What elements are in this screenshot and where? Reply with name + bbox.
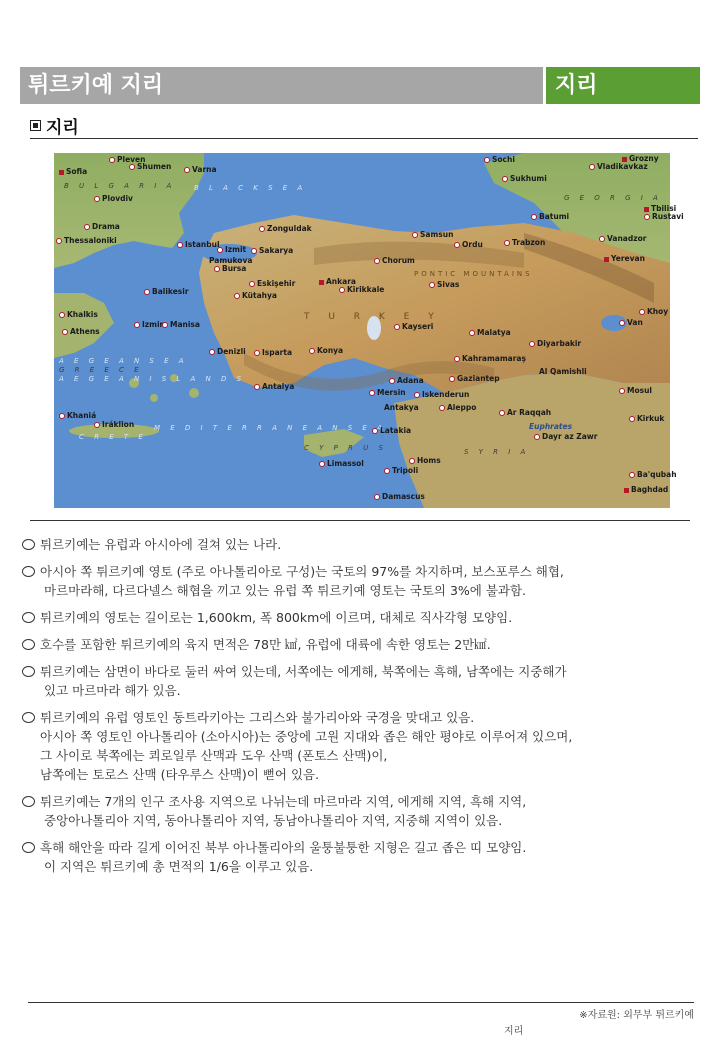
map-city: Zonguldak [259,225,312,233]
map-city: Adana [389,377,424,385]
map-city: Mersin [369,389,406,397]
list-item [22,608,702,627]
map-city: Sukhumi [502,175,547,183]
bullet-text: 아시아 쪽 영토인 아나톨리아 (소아시아)는 중앙에 고원 지대와 좁은 해안 평야로 이루어져 있으며, [40,729,573,744]
map-city: Antalya [254,383,294,391]
list-item [22,662,702,700]
map-city: Athens [62,328,100,336]
bullet-text: 아시아 쪽 튀르키예 영토 (주로 아나톨리아로 구성)는 국토의 97%를 차지하며, 보스포루스 해협, [40,564,564,579]
list-item [22,708,702,784]
map-city: Bursa [214,265,246,273]
map-city: Ordu [454,241,483,249]
bullet-text: 튀르키예는 7개의 인구 조사용 지역으로 나뉘는데 마르마라 지역, 에게해 지역, 흑해 지역, [40,794,527,809]
circle-bullet-icon [22,712,35,723]
map-city: Iráklion [94,421,134,429]
map-label-turkey: T U R K E Y [304,312,442,322]
turkey-physical-map [54,153,684,508]
map-city: Sivas [429,281,459,289]
map-city: Thessaloniki [56,237,117,245]
map-city: Kütahya [234,292,277,300]
map-city: Kirkuk [629,415,664,423]
map-city: Kirikkale [339,286,384,294]
map-city: Tbilisi [644,205,676,213]
map-city: Iskenderun [414,391,469,399]
category-tag: 지리 [546,67,700,104]
map-city: Pleven [109,156,145,164]
map-city: Al Qamishli [539,367,587,376]
circle-bullet-icon [22,842,35,853]
map-city: Ar Raqqah [499,409,551,417]
square-bullet-icon [30,120,41,131]
bullet-text: 그 사이로 북쪽에는 쾨로일루 산맥과 도우 산맥 (폰토스 산맥)이, [40,748,388,763]
map-city: Homs [409,457,441,465]
map-city: Tripoli [384,467,418,475]
map-city: Samsun [412,231,453,239]
bullet-text: 남쪽에는 토로스 산맥 (타우루스 산맥)이 뻗어 있음. [40,767,320,782]
map-city: Pamukova [209,256,253,265]
map-city: Izmit [217,246,246,254]
map-city: Balikesir [144,288,189,296]
map-label-aegean-sea: A E G E A N S E A [59,357,188,365]
map-city: Shumen [129,163,171,171]
map-label-black-sea: B L A C K S E A [194,184,307,192]
page-title: 튀르키예 지리 [20,67,543,104]
bullet-text: 튀르키예의 유럽 영토인 동트라키아는 그리스와 불가리아와 국경을 맞대고 있음. [40,710,475,725]
page-header [20,67,700,104]
map-label-greece: G R E E C E [59,366,143,374]
circle-bullet-icon [22,539,35,550]
map-city: Aleppo [439,404,476,412]
map-city: Ankara [319,278,356,286]
map-city: Trabzon [504,239,545,247]
map-city: Izmir [134,321,163,329]
bullet-text: 있고 마르마라 해가 있음. [44,683,181,698]
map-city: Malatya [469,329,511,337]
map-city: Antakya [384,403,419,412]
map-city: Sochi [484,156,515,164]
circle-bullet-icon [22,639,35,650]
map-city: Denizli [209,348,246,356]
map-city: Sakarya [251,247,293,255]
map-city: Chorum [374,257,415,265]
map-city: Plovdiv [94,195,133,203]
map-label-river: Euphrates [529,422,573,431]
map-city: Batumi [531,213,569,221]
map-terrain [54,153,670,508]
map-city: Yerevan [604,255,645,263]
map-city: Istanbul [177,241,220,249]
source-line-2: 지리 [504,1026,524,1037]
map-city: Vanadzor [599,235,646,243]
map-label-mediterranean-sea: M E D I T E R R A N E A N S E A [154,424,386,432]
map-city: Khoy [639,308,668,316]
bullet-text: 튀르키예의 영토는 길이로는 1,600km, 폭 800km에 이르며, 대체로 직사각형 모양임. [40,610,513,625]
map-city: Manisa [162,321,200,329]
map-label-cyprus: C Y P R U S [304,444,387,452]
map-label-pontic-mountains: PONTIC MOUNTAINS [414,270,533,278]
map-label-crete: C R E T E [79,433,147,441]
list-item [22,535,702,554]
map-city: Baghdad [624,486,668,494]
circle-bullet-icon [22,566,35,577]
circle-bullet-icon [22,612,35,623]
map-city: Konya [309,347,343,355]
map-city: Mosul [619,387,652,395]
map-city: Diyarbakir [529,340,581,348]
map-city: Ba'qubah [629,471,677,479]
map-city: Drama [84,223,120,231]
bullet-text: 이 지역은 튀르키예 총 면적의 1/6을 이루고 있음. [44,859,314,874]
divider [30,520,690,521]
section-title: 지리 [46,118,79,138]
bullet-text: 호수를 포함한 튀르키예의 육지 면적은 78만 ㎢, 유럽에 대륙에 속한 영토는 2만㎢. [40,637,491,652]
map-label-syria: S Y R I A [464,448,530,456]
bullet-text: 중앙아나톨리아 지역, 동아나톨리아 지역, 동남아나톨리아 지역, 지중해 지역이 있음. [44,813,503,828]
map-city: Grozny [622,155,659,163]
bullet-text: 마르마라해, 다르다넬스 해협을 끼고 있는 유럽 쪽 튀르키예 영토는 국토의 3%에 불과함. [44,583,527,598]
list-item [22,635,702,654]
bullet-list [22,535,702,884]
map-city: Vladikavkaz [589,163,648,171]
map-city: Dayr az Zawr [534,433,597,441]
section-heading [30,113,698,139]
circle-bullet-icon [22,666,35,677]
map-city: Latakia [372,427,411,435]
map-city: Eskişehir [249,280,295,288]
circle-bullet-icon [22,796,35,807]
map-city: Rustavi [644,213,684,221]
map-city: Kayseri [394,323,433,331]
map-city: Gaziantep [449,375,500,383]
list-item [22,562,702,600]
map-label-bulgaria: B U L G A R I A [64,182,176,190]
map-city: Van [619,319,643,327]
map-city: Isparta [254,349,292,357]
map-city: Varna [184,166,217,174]
map-city: Khaniá [59,412,96,420]
map-city: Khalkis [59,311,98,319]
map-label-georgia: G E O R G I A [564,194,662,202]
map-label-aegean-islands: A E G E A N I S L A N D S [59,375,246,383]
bullet-text: 흑해 해안을 따라 길게 이어진 북부 아나톨리아의 울퉁불퉁한 지형은 길고 좁은 띠 모양임. [40,840,527,855]
source-note [504,1008,694,1040]
list-item [22,838,702,876]
map-city: Sofia [59,168,87,176]
map-city: Kahramamaraş [454,355,526,363]
map-city: Damascus [374,493,425,501]
map-city: Limassol [319,460,364,468]
list-item [22,792,702,830]
bullet-text: 튀르키예는 삼면이 바다로 둘러 싸여 있는데, 서쪽에는 에게해, 북쪽에는 흑해, 남쪽에는 지중해가 [40,664,567,679]
source-line-1: ※자료원: 외무부 튀르키예 [579,1010,694,1021]
footer-divider [28,1002,694,1003]
bullet-text: 튀르키예는 유럽과 아시아에 걸쳐 있는 나라. [40,537,282,552]
